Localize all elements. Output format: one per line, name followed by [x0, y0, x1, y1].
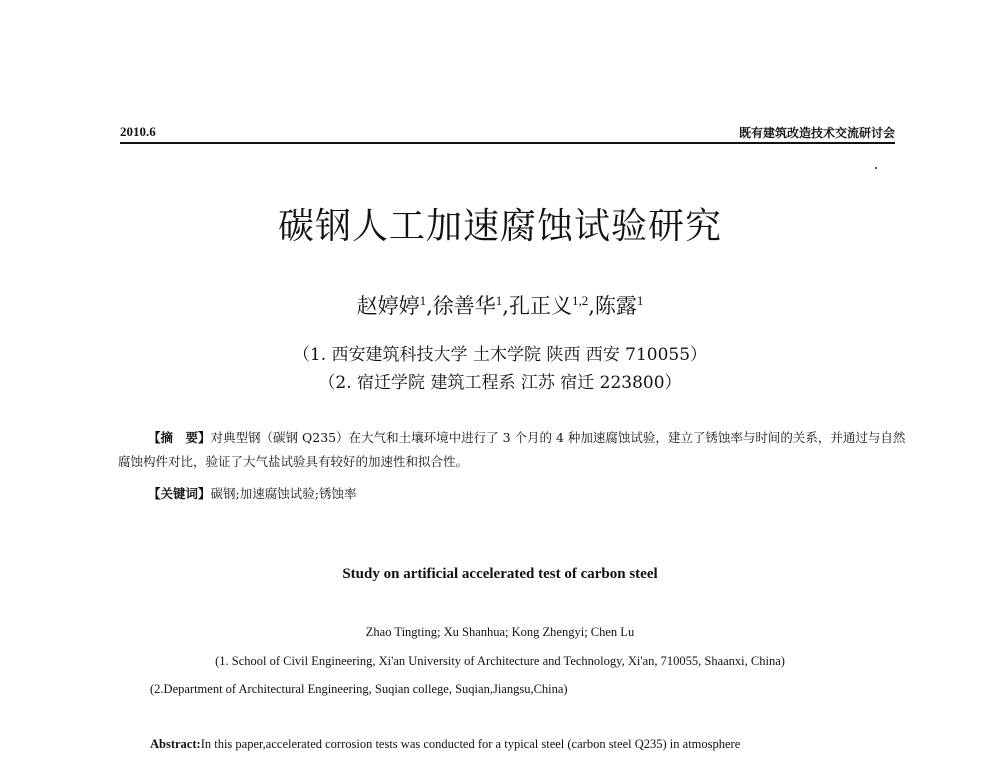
paper-title-en: Study on artificial accelerated test of carbon steel — [342, 566, 658, 582]
author-name: 陈露 — [594, 294, 637, 318]
keywords-zh — [118, 482, 938, 506]
author-name: 孔正义 — [508, 294, 572, 318]
abstract-en — [150, 737, 740, 752]
author-affiliation-mark: 1 — [419, 293, 427, 308]
abstract-zh-text: 对典型钢（碳钢 Q235）在大气和土壤环境中进行了 3 个月的 4 种加速腐蚀试验，建立了锈蚀率与时间的关系，并通过与自然腐蚀构件对比，验证了大气盐试验具有较好的加速性和拟合性。 — [118, 430, 906, 469]
affiliation-zh-2: （2. 宿迁学院 建筑工程系 江苏 宿迁 223800） — [318, 373, 682, 393]
abstract-zh — [118, 426, 908, 474]
author-affiliation-mark: 1,2 — [571, 293, 589, 308]
running-header — [120, 124, 895, 142]
paper-title: 碳钢人工加速腐蚀试验研究 — [277, 206, 722, 247]
author-affiliation-mark: 1 — [495, 293, 503, 308]
author-list-en: Zhao Tingting; Xu Shanhua; Kong Zhengyi; Chen Lu — [365, 625, 635, 639]
keywords-zh-label: 【关键词】 — [148, 486, 211, 501]
scan-speck — [875, 167, 877, 169]
affiliation-en-2: (2.Department of Architectural Engineering, Suqian college, Suqian,Jiangsu,China) — [150, 682, 568, 696]
author-affiliation-mark: 1 — [636, 293, 644, 308]
abstract-en-label: Abstract: — [150, 737, 201, 751]
affiliation-zh-1: （1. 西安建筑科技大学 土木学院 陕西 西安 710055） — [292, 345, 708, 365]
author-list: 赵婷婷$^1$,徐善华$^1$,孔正义$^{1,2}$,陈露$^1$ — [356, 293, 644, 318]
keywords-zh-text: 碳钢;加速腐蚀试验;锈蚀率 — [210, 486, 357, 501]
author-name: 赵婷婷 — [356, 294, 420, 318]
header-date: 2010.6 — [120, 124, 156, 139]
header-rule — [120, 142, 895, 144]
header-conference: 既有建筑改造技术交流研讨会 — [738, 126, 895, 140]
abstract-en-text: In this paper,accelerated corrosion tests was conducted for a typical steel (carbon steel Q235) in atmosphere — [200, 737, 741, 751]
abstract-zh-label: 【摘 要】 — [148, 430, 211, 445]
author-name: 徐善华 — [432, 294, 496, 318]
affiliation-en-1: (1. School of Civil Engineering, Xi'an University of Architecture and Technology, Xi'an, 710055, Shaanxi, China) — [215, 654, 785, 668]
